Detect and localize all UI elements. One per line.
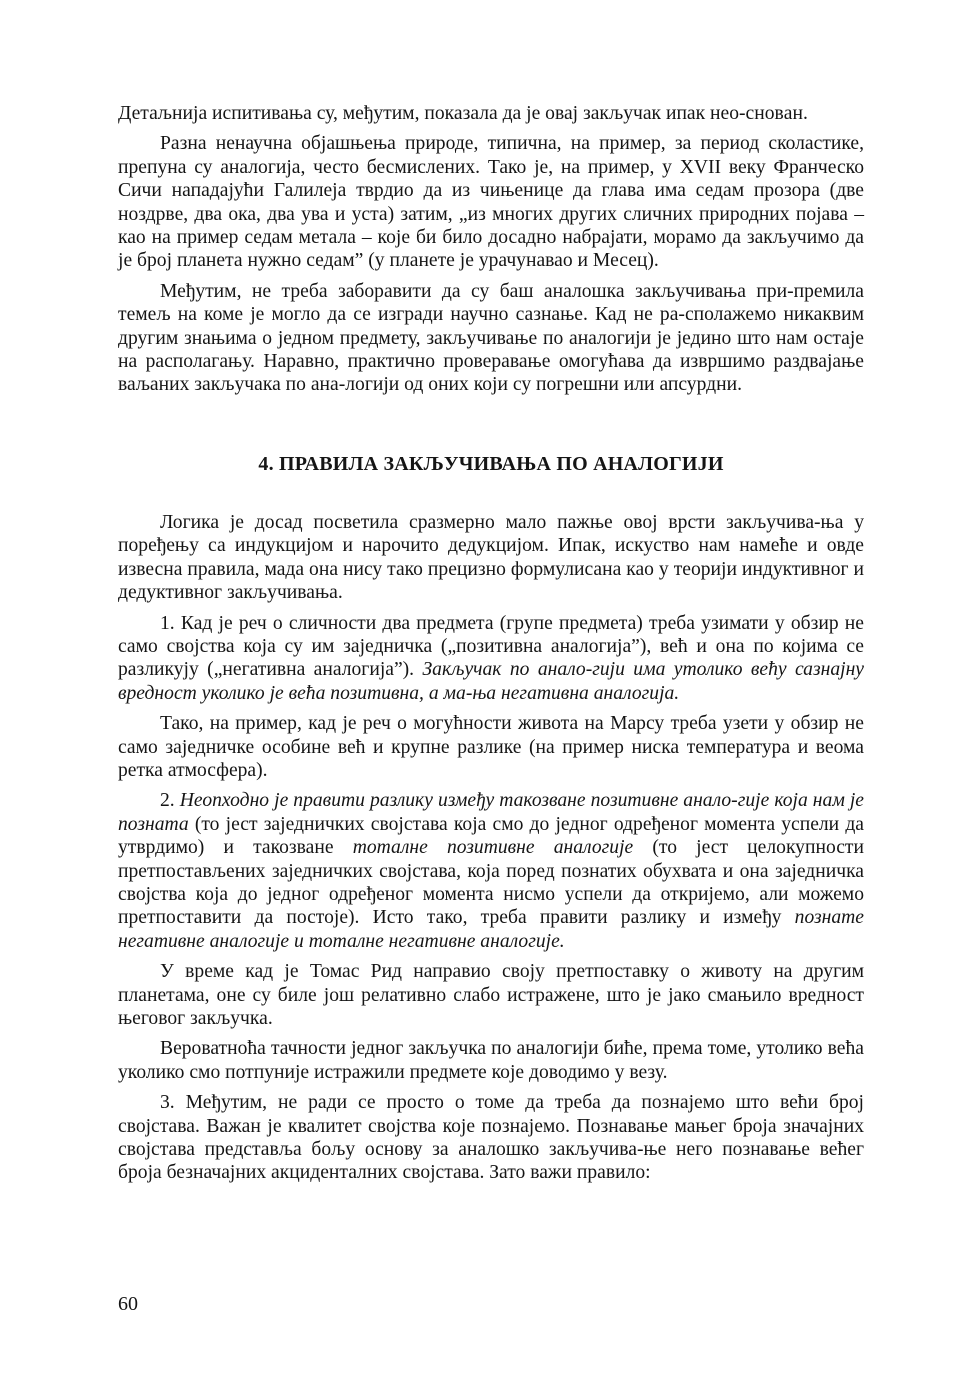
rule-2-lead: 2. [160, 790, 180, 812]
rule-2-italic-1: Неопходно је правити разлику између такозване позитивне анало-гије која нам је позната [118, 790, 865, 835]
rule-1-italic: Закључак по анало-гији има утолико већу сазнајну вредност уколико је већа позитивна, а ма-ња негативна аналогија. [118, 659, 864, 704]
mars-paragraph: Тако, на пример, кад је реч о могућности живота на Марсу треба узети у обзир не само заједничке особине већ и крупне разлике (на пример ниска температура и веома ретка атмосфера). [118, 713, 864, 781]
rule-2-italic-3: познате негативне аналогије и тоталне негативне аналогије. [118, 907, 864, 952]
page-body [118, 102, 864, 1185]
page-number: 60 [118, 1293, 138, 1315]
rule-1-paragraph [118, 612, 864, 706]
intro-paragraph-1: Детаљнија испитивања су, међутим, показала да је овај закључак ипак нео-сновaн. [118, 103, 808, 124]
rule-2-paragraph [118, 789, 864, 953]
probability-paragraph: Вероватноћа тачности једног закључка по аналогији биће, према томе, утолико већа уколико смо потпуније истражили предмете које доводимо у везу. [118, 1038, 864, 1083]
rule-3-paragraph: 3. Међутим, не ради се просто о томе да треба да познајемо што већи број својстава. Важан је квалитет својства које познајемо. Познавање мањег броја значајних својстава представља бољу основу за аналошко закључива-ње него познавање већег броја безначајних акциденталних својстава. Зато важи правило: [118, 1092, 864, 1184]
rule-2-italic-2: тоталне позитивне аналогије [352, 837, 634, 859]
section-heading: 4. ПРАВИЛА ЗАКЉУЧИВАЊА ПО АНАЛОГИЈИ [258, 452, 724, 475]
rule-2-text-1: (то јест заједничких својстава која смо до једног одређеног момента успели да утврдимо) и такозване [118, 813, 864, 859]
rule-1-text: 1. Кад је реч о сличности два предмета (групе предмета) треба узимати у обзир не само својства која су им заједничка („позитивна аналогија”), већ и она по којима се разликују („негативна аналогија”). [118, 612, 864, 681]
reid-paragraph: У време кад је Томас Рид направио своју претпоставку о животу на другим планетама, оне су биле још релативно слабо истражене, што је јако смањило вредност његовог закључка. [118, 961, 864, 1029]
intro-paragraph-3: Међутим, не треба заборавити да су баш аналошка закључивања при-премила темељ на коме је могло да се изгради научно сазнање. Кад не ра-сполажемо никаквим другим знањима о једном предмету, закључивање по аналогији је једино што нам остаје на располагању. Наравно, практично проверавање омогућава да извршимо раздвајање ваљаних закључака по ана-логији од оних који су погрешни или апсурдни. [118, 280, 864, 396]
section-paragraph-1: Логика је досад посветила сразмерно мало пажње овој врсти закључива-ња у поређењу са индукцијом и нарочито дедукцијом. Ипак, искуство нам намеће и овде извесна правила, мада она нису тако прецизно формулисана као у теорији индуктивног и дедуктивног закључивања. [118, 511, 864, 604]
rule-2-text-2: (то јест целокупности претпостављених заједничких својстава, која поред познатих обухвата и она заједничка својства која до једног одређеног момента нисмо успели да откријемо, али можемо претпоставити да постоје). Исто тако, треба правити разлику и између [118, 837, 864, 929]
intro-paragraph-2: Разна ненаучна објашњења природе, типична, на пример, за период сколастике, препуна су аналогија, често бесмислених. Тако је, на пример, у XVII веку Франческо Сичи нападајући Галилеја тврдио да из чињенице да глава има седам прозора (две ноздрве, два ока, два ува и уста) затим, „из многих других сличних природних појава – као на пример седам метала – које би било досадно набрајати, морамо да закључимо да је број планета нужно седам” (у планете је урачунавао и Месец). [118, 133, 864, 272]
